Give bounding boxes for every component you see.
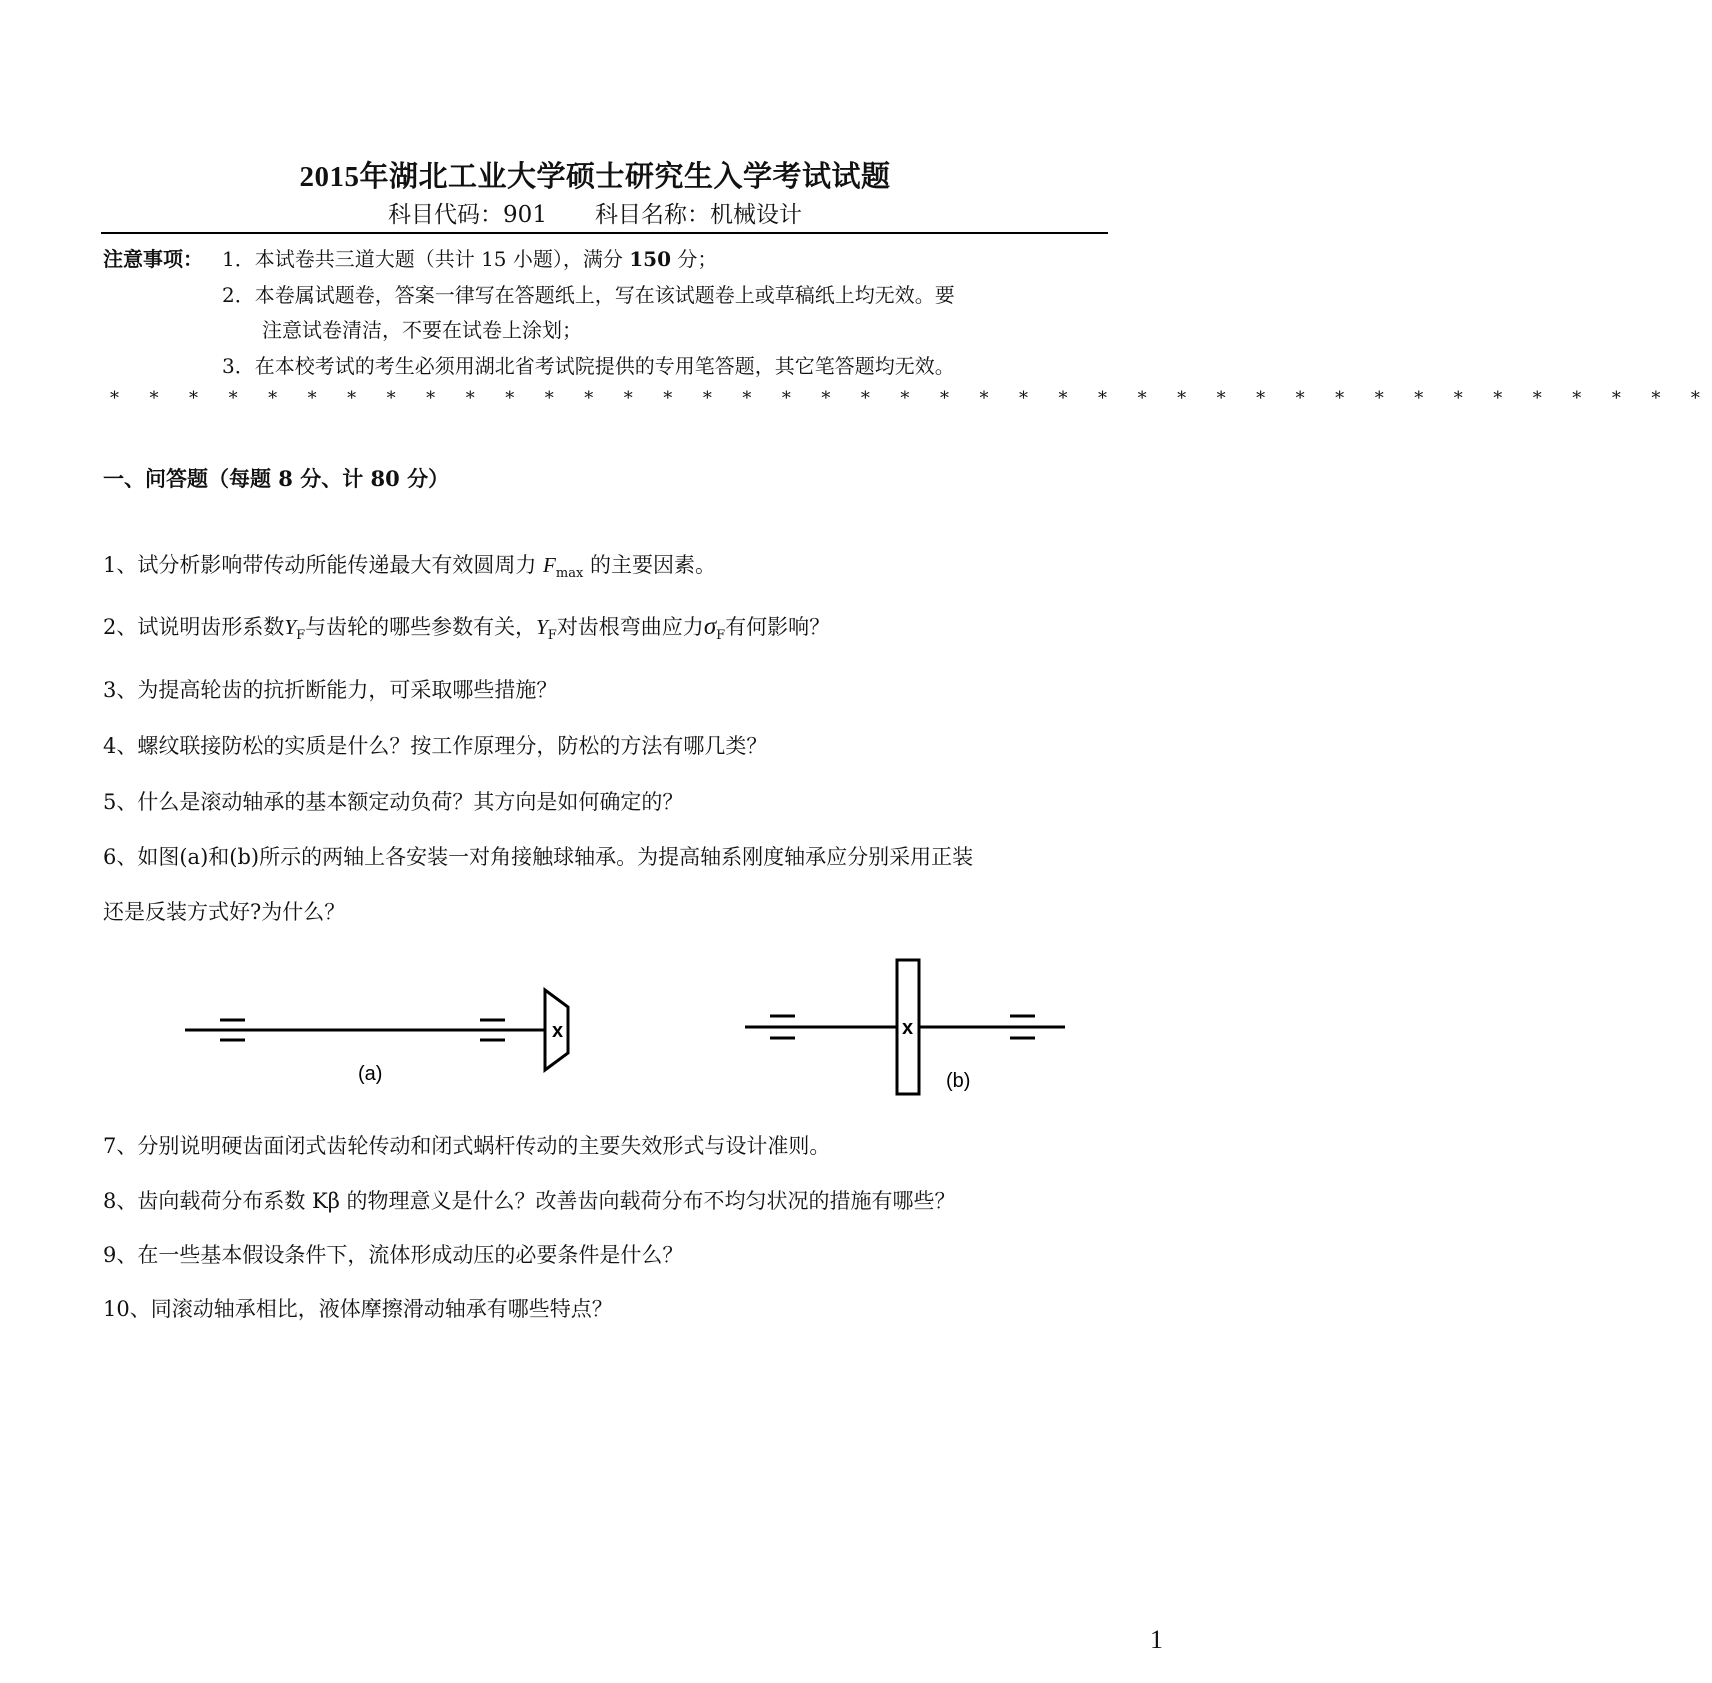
note-2-cont: 注意试卷清洁，不要在试卷上涂划； (262, 318, 582, 342)
q2-var: Y (284, 615, 297, 639)
q2-var3: σ (703, 613, 717, 640)
q1-var: F (543, 553, 556, 577)
note-2: 2．本卷属试题卷，答案一律写在答题纸上，写在该试题卷上或草稿纸上均无效。要 (222, 283, 955, 307)
diagram-b (745, 960, 1065, 1094)
question-2 (103, 611, 830, 643)
header-rule (101, 232, 1108, 234)
gear-b-mark: x (902, 1017, 914, 1039)
q1-sub: max (555, 566, 584, 582)
exam-title: 2015年湖北工业大学硕士研究生入学考试试题 (299, 161, 891, 193)
question-1 (103, 549, 716, 581)
q2-sub2: F (547, 628, 557, 644)
q2-sub3: F (716, 628, 726, 644)
q2-text-d: 有何影响？ (725, 615, 831, 639)
label-b: (b) (946, 1070, 971, 1092)
diagram-a (185, 990, 568, 1085)
question-9: 9、在一些基本假设条件下，流体形成动压的必要条件是什么？ (103, 1243, 684, 1267)
q2-text-a: 2、试说明齿形系数 (103, 615, 285, 639)
q2-sub: F (296, 628, 306, 644)
question-8: 8、齿向载荷分布系数 Kβ 的物理意义是什么？改善齿向载荷分布不均匀状况的措施有哪些？ (103, 1189, 956, 1213)
note-1-suffix: 分； (671, 247, 718, 271)
bearing-diagram (0, 945, 1190, 1105)
q1-text-b: 的主要因素。 (583, 553, 716, 577)
note-1 (222, 243, 717, 272)
q2-text-c: 对齿根弯曲应力 (556, 615, 704, 639)
section-heading: 一、问答题（每题 8 分、计 80 分） (103, 466, 450, 491)
question-7: 7、分别说明硬齿面闭式齿轮传动和闭式蜗杆传动的主要失效形式与设计准则。 (103, 1134, 831, 1158)
subject-name: 科目名称：机械设计 (594, 202, 802, 228)
subject-line (0, 196, 1190, 229)
separator-stars: * * * * * * * * * * * * * * * * * * * * * * * * * * * * * * * * * * * * * * * * * (110, 388, 1712, 409)
question-6-cont: 还是反装方式好?为什么？ (103, 900, 346, 924)
page-number: 1 (1150, 1625, 1163, 1654)
notes-label: 注意事项： (103, 247, 203, 271)
subject-code: 科目代码：901 (388, 202, 547, 228)
question-6: 6、如图(a)和(b)所示的两轴上各安装一对角接触球轴承。为提高轴系刚度轴承应分别采用正装 (103, 845, 974, 869)
note-1-text: 1．本试卷共三道大题（共计 15 小题），满分 (222, 247, 630, 271)
question-3: 3、为提高轮齿的抗折断能力，可采取哪些措施？ (103, 678, 558, 702)
question-5: 5、什么是滚动轴承的基本额定动负荷？其方向是如何确定的？ (103, 790, 684, 814)
note-3: 3．在本校考试的考生必须用湖北省考试院提供的专用笔答题，其它笔答题均无效。 (222, 354, 955, 378)
q1-text-a: 1、试分析影响带传动所能传递最大有效圆周力 (103, 553, 544, 577)
q2-var2: Y (536, 615, 548, 639)
note-1-score: 150 (629, 247, 671, 271)
q2-text-b: 与齿轮的哪些参数有关， (305, 615, 537, 639)
question-10: 10、同滚动轴承相比，液体摩擦滑动轴承有哪些特点？ (103, 1297, 613, 1321)
question-4: 4、螺纹联接防松的实质是什么？按工作原理分，防松的方法有哪几类？ (103, 734, 768, 758)
label-a: (a) (358, 1063, 383, 1085)
gear-a-mark: x (552, 1020, 564, 1042)
